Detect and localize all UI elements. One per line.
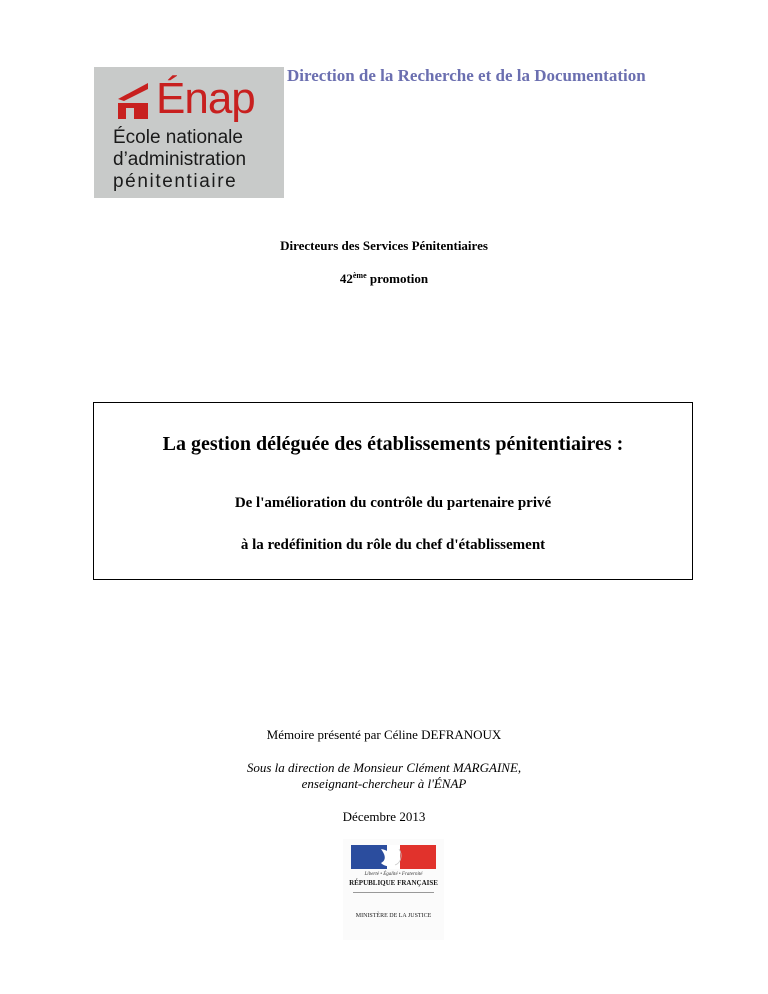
supervision-line-1: Sous la direction de Monsieur Clément MARGAINE, [246, 760, 522, 775]
enap-building-icon [114, 81, 154, 121]
date: Décembre 2013 [342, 809, 426, 824]
tagline-line-2: d’administration [113, 149, 247, 170]
tagline-line-1: École nationale [113, 127, 243, 148]
subtitle-line-2: à la redéfinition du rôle du chef d'établissement [240, 537, 546, 553]
supervision-line-2: enseignant-chercheur à l'ÉNAP [301, 776, 467, 791]
main-title: La gestion déléguée des établissements pénitentiaires : [162, 433, 624, 455]
header-direction: Direction de la Recherche et de la Documentation [287, 66, 646, 85]
ministry-logo [343, 839, 444, 940]
enap-brand-name: Énap [156, 74, 255, 123]
program-name: Directeurs des Services Pénitentiaires [280, 238, 488, 253]
marianne-flag-icon [351, 845, 436, 869]
promotion-label: promotion [369, 271, 429, 286]
author-line: Mémoire présenté par Céline DEFRANOUX [266, 727, 502, 742]
promotion [0, 271, 768, 287]
title-box [93, 402, 693, 580]
ministry-name: MINISTÈRE DE LA JUSTICE [355, 913, 432, 919]
tagline-line-3: pénitentiaire [113, 171, 238, 192]
republic-name: RÉPUBLIQUE FRANÇAISE [349, 879, 438, 887]
logo-divider [353, 892, 434, 893]
enap-tagline [113, 127, 246, 193]
promotion-suffix: ème [352, 271, 367, 280]
subtitle-line-1: De l'amélioration du contrôle du partenaire privé [234, 495, 552, 511]
promotion-number: 42 [339, 271, 353, 286]
republic-motto: Liberté • Égalité • Fraternité [364, 872, 423, 877]
enap-logo [94, 67, 284, 198]
